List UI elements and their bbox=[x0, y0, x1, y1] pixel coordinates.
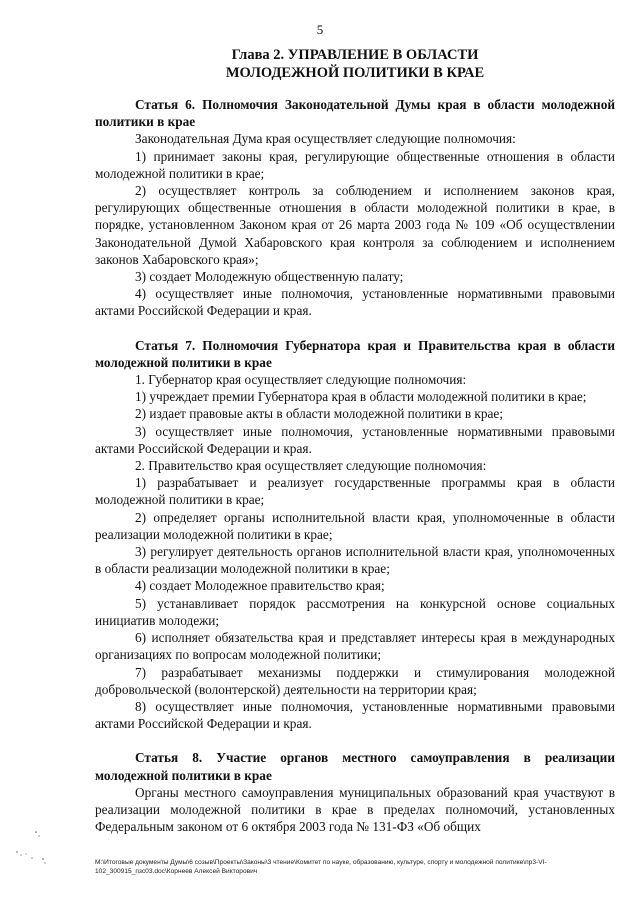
paragraph: 2) осуществляет контроль за соблюдением и исполнением законов края, регулирующих общественные отношения в области молодежной политики в крае, в порядке, установленном Законом края от 26 марта 2003 года № 109 «Об осуществлении Законодательной Думой Хабаровского края контроля за соблюдением и исполнением законов Хабаровского края»; bbox=[95, 183, 615, 267]
article-heading: Статья 8. Участие органов местного самоуправления в реализации молодежной политики в крае bbox=[95, 750, 615, 783]
scan-speck-mark bbox=[14, 828, 52, 868]
paragraph: 2) определяет органы исполнительной власти края, уполномоченные в области реализации молодежной политики в крае; bbox=[95, 509, 615, 542]
paragraph: 3) регулирует деятельность органов исполнительной власти края, уполномоченных в области реализации молодежной политики в крае; bbox=[95, 544, 615, 577]
document-body bbox=[95, 96, 615, 852]
article-8 bbox=[95, 749, 615, 835]
paragraph: 4) создает Молодежное правительство края; bbox=[135, 578, 385, 594]
paragraph: 1) учреждает премии Губернатора края в области молодежной политики в крае; bbox=[135, 389, 587, 405]
article-6 bbox=[95, 96, 615, 320]
paragraph: 1. Губернатор края осуществляет следующие полномочия: bbox=[135, 372, 467, 388]
paragraph: Органы местного самоуправления муниципальных образований края участвуют в реализации молодежной политики в крае в пределах полномочий, установленных Федеральным законом от 6 октября 2003 года № 131-ФЗ «Об общих bbox=[95, 784, 615, 835]
article-heading: Статья 7. Полномочия Губернатора края и Правительства края в области молодежной политики в крае bbox=[95, 337, 615, 370]
paragraph: 3) создает Молодежную общественную палату; bbox=[135, 269, 404, 285]
paragraph: 7) разрабатывает механизмы поддержки и стимулирования молодежной добровольческой (волонтерской) деятельности на территории края; bbox=[95, 664, 615, 697]
paragraph: 1) принимает законы края, регулирующие общественные отношения в области молодежной политики в крае; bbox=[95, 148, 615, 181]
paragraph: 1) разрабатывает и реализует государственные программы края в области молодежной политики в крае; bbox=[95, 475, 615, 508]
file-path-footer: М:\Итоговые документы Думы\6 созыв\Проекты\Законы\3 чтение\Комитет по науке, образованию, культуре, спорту и молодежной политике\пр3-VI-102_300915_пзс03.doc\Корнеев Алексей Викторович bbox=[95, 859, 547, 875]
paragraph: 6) исполняет обязательства края и представляет интересы края в международных организациях по вопросам молодежной политики; bbox=[95, 630, 615, 663]
article-heading: Статья 6. Полномочия Законодательной Думы края в области молодежной политики в крае bbox=[95, 97, 615, 130]
article-7 bbox=[95, 337, 615, 733]
paragraph: Законодательная Дума края осуществляет следующие полномочия: bbox=[135, 131, 516, 147]
paragraph: 8) осуществляет иные полномочия, установленные нормативными правовыми актами Российской Федерации и края. bbox=[95, 698, 615, 732]
paragraph: 4) осуществляет иные полномочия, установленные нормативными правовыми актами Российской Федерации и края. bbox=[95, 286, 615, 319]
chapter-title-line-2: МОЛОДЕЖНОЙ ПОЛИТИКИ В КРАЕ bbox=[225, 65, 485, 81]
paragraph: 2) издает правовые акты в области молодежной политики в крае; bbox=[135, 406, 504, 422]
chapter-title bbox=[95, 46, 615, 82]
chapter-title-line-1: Глава 2. УПРАВЛЕНИЕ В ОБЛАСТИ bbox=[231, 47, 479, 63]
paragraph: 2. Правительство края осуществляет следующие полномочия: bbox=[135, 458, 487, 474]
page-number: 5 bbox=[316, 22, 324, 37]
paragraph: 5) устанавливает порядок рассмотрения на конкурсной основе социальных инициатив молодежи; bbox=[95, 595, 615, 628]
paragraph: 3) осуществляет иные полномочия, установленные нормативными правовыми актами Российской Федерации и края. bbox=[95, 423, 615, 456]
